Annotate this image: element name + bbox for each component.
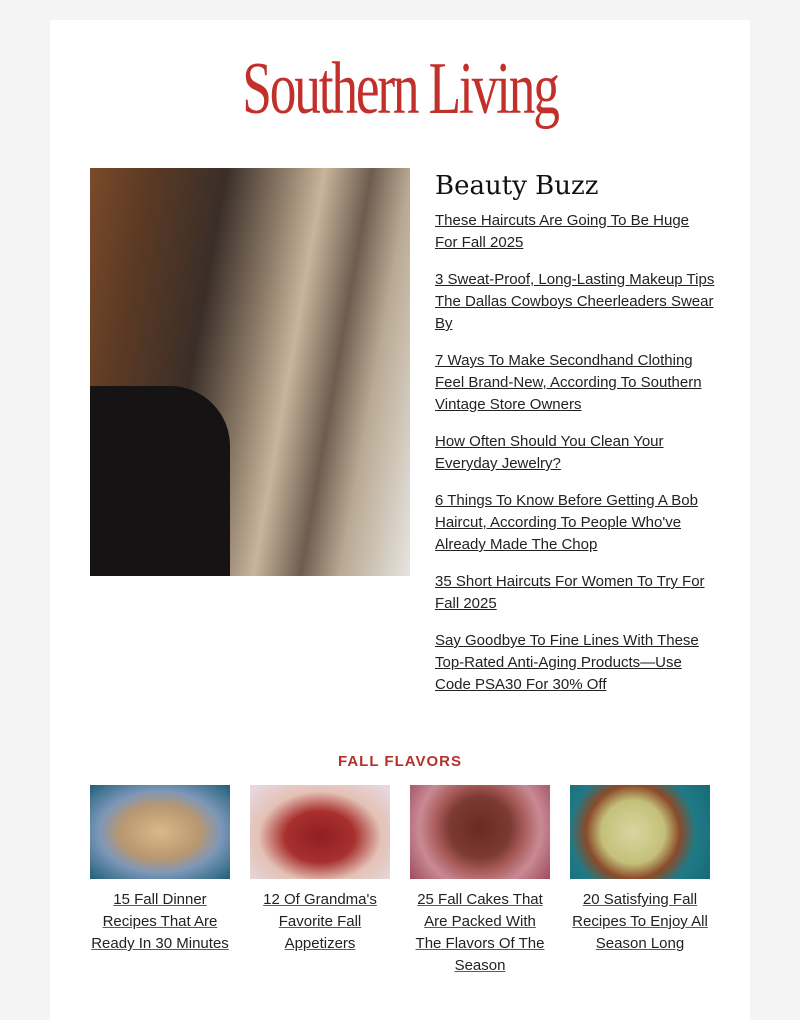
article-link[interactable]: Say Goodbye To Fine Lines With These Top-Rated Anti-Aging Products—Use Code PSA30 For 30% Off <box>435 632 699 693</box>
recipe-thumbnail[interactable] <box>250 785 390 879</box>
hero-hair-image[interactable] <box>90 168 410 576</box>
recipe-card <box>570 785 710 977</box>
article-link[interactable]: 7 Ways To Make Secondhand Clothing Feel Brand-New, According To Southern Vintage Store Owners <box>435 352 702 413</box>
recipe-card <box>250 785 390 977</box>
recipe-thumbnail[interactable] <box>410 785 550 879</box>
beauty-buzz-title: Beauty Buzz <box>435 171 599 201</box>
newsletter-card <box>50 20 750 1020</box>
beauty-buzz-section <box>435 168 715 711</box>
southern-living-logo[interactable]: Southern Living <box>242 48 558 130</box>
fall-flavors-grid <box>90 785 710 977</box>
article-link[interactable]: 35 Short Haircuts For Women To Try For Fall 2025 <box>435 573 705 612</box>
recipe-thumbnail[interactable] <box>90 785 230 879</box>
recipe-thumbnail[interactable] <box>570 785 710 879</box>
hero-image-shoulder <box>90 386 230 576</box>
recipe-link[interactable]: 20 Satisfying Fall Recipes To Enjoy All Season Long <box>572 891 708 952</box>
article-link[interactable]: 3 Sweat-Proof, Long-Lasting Makeup Tips The Dallas Cowboys Cheerleaders Swear By <box>435 271 715 332</box>
article-link[interactable]: These Haircuts Are Going To Be Huge For Fall 2025 <box>435 212 690 251</box>
fall-flavors-heading: FALL FLAVORS <box>338 753 462 770</box>
recipe-card <box>410 785 550 977</box>
article-link[interactable]: How Often Should You Clean Your Everyday Jewelry? <box>435 433 664 472</box>
recipe-link[interactable]: 12 Of Grandma's Favorite Fall Appetizers <box>263 891 377 952</box>
recipe-link[interactable]: 25 Fall Cakes That Are Packed With The Flavors Of The Season <box>415 891 545 974</box>
recipe-card <box>90 785 230 977</box>
article-link[interactable]: 6 Things To Know Before Getting A Bob Haircut, According To People Who've Already Made The Chop <box>435 492 698 553</box>
recipe-link[interactable]: 15 Fall Dinner Recipes That Are Ready In 30 Minutes <box>91 891 229 952</box>
